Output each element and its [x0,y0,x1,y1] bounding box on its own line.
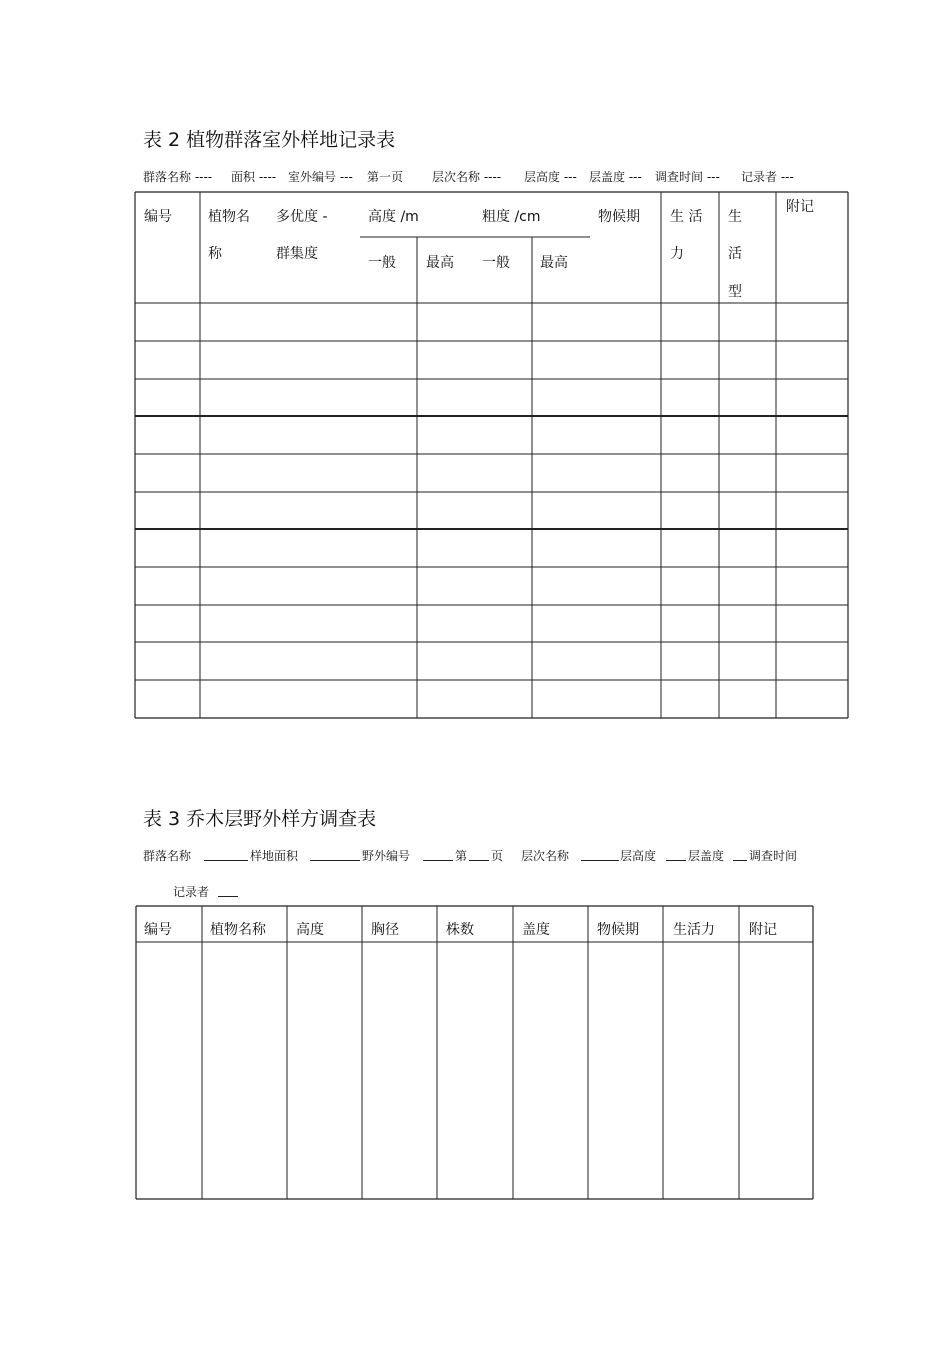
t2-header-lifeform-2: 活 [728,246,742,262]
t3-meta-layer-height: 层高度 [620,849,657,863]
table3-title: 表 3 乔木层野外样方调查表 [143,808,377,830]
t2-header-note: 附记 [786,199,814,215]
t2-header-girth-general: 一般 [482,255,510,271]
t3-header-note: 附记 [749,922,777,938]
table2-meta-field-no: 室外编号 --- [288,170,353,184]
t3-meta-layer-cover: 层盖度 [688,849,725,863]
t3-header-num: 编号 [144,922,172,938]
table2-meta-layer-height: 层高度 --- [524,170,577,184]
t3-meta-layer-cover-blank[interactable] [733,848,747,861]
t2-header-vitality-2: 力 [670,246,684,262]
t3-header-count: 株数 [446,922,474,938]
t2-header-plant-name: 植物名 [208,209,250,225]
t2-header-height-general: 一般 [368,255,396,271]
t3-meta-field-no-blank[interactable] [423,848,453,861]
t3-header-phenology: 物候期 [597,922,639,938]
t2-header-abundance-2: 群集度 [276,246,318,262]
t2-header-vitality: 生 活 [670,209,703,225]
table2-meta-recorder: 记录者 --- [741,170,794,184]
t2-header-girth-max: 最高 [540,255,568,271]
t3-meta-plot-area-blank[interactable] [310,848,360,861]
t3-header-cover: 盖度 [522,922,550,938]
table2-meta-area: 面积 ---- [231,170,277,184]
t3-meta-recorder: 记录者 [173,885,210,899]
t2-header-abundance: 多优度 - [276,209,328,225]
t2-header-lifeform: 生 [728,209,742,225]
t2-header-height-max: 最高 [426,255,454,271]
t3-header-vitality: 生活力 [673,922,715,938]
t3-meta-page-prefix: 第 [455,849,468,863]
t3-meta-page-suffix: 页 [491,849,504,863]
t2-header-plant-name-2: 称 [208,246,222,262]
t2-header-num: 编号 [144,209,172,225]
t3-meta-layer-height-blank[interactable] [666,848,686,861]
table3-grid [0,880,950,1220]
t3-meta-page-blank[interactable] [469,848,489,861]
t3-meta-community-blank[interactable] [204,848,248,861]
t3-meta-layer-name-blank[interactable] [581,848,619,861]
t2-header-girth: 粗度 /cm [482,209,541,225]
t3-header-dbh: 胸径 [371,922,399,938]
table2-meta-survey-time: 调查时间 --- [655,170,720,184]
t3-meta-survey-time: 调查时间 [749,849,798,863]
t3-meta-layer-name: 层次名称 [521,849,570,863]
t3-meta-community: 群落名称 [143,849,192,863]
table2-meta-layer-name: 层次名称 ---- [432,170,502,184]
t2-header-lifeform-3: 型 [728,284,742,300]
table2-meta-page: 第一页 [367,170,404,184]
table2-meta-layer-cover: 层盖度 --- [589,170,642,184]
table2-title: 表 2 植物群落室外样地记录表 [143,129,396,151]
t3-header-plant-name: 植物名称 [210,922,266,938]
t3-meta-plot-area: 样地面积 [250,849,299,863]
t2-header-phenology: 物候期 [598,209,640,225]
t3-header-height: 高度 [296,922,324,938]
table2-meta-community: 群落名称 ---- [143,170,213,184]
t2-header-height: 高度 /m [368,209,419,225]
t3-meta-field-no: 野外编号 [362,849,411,863]
